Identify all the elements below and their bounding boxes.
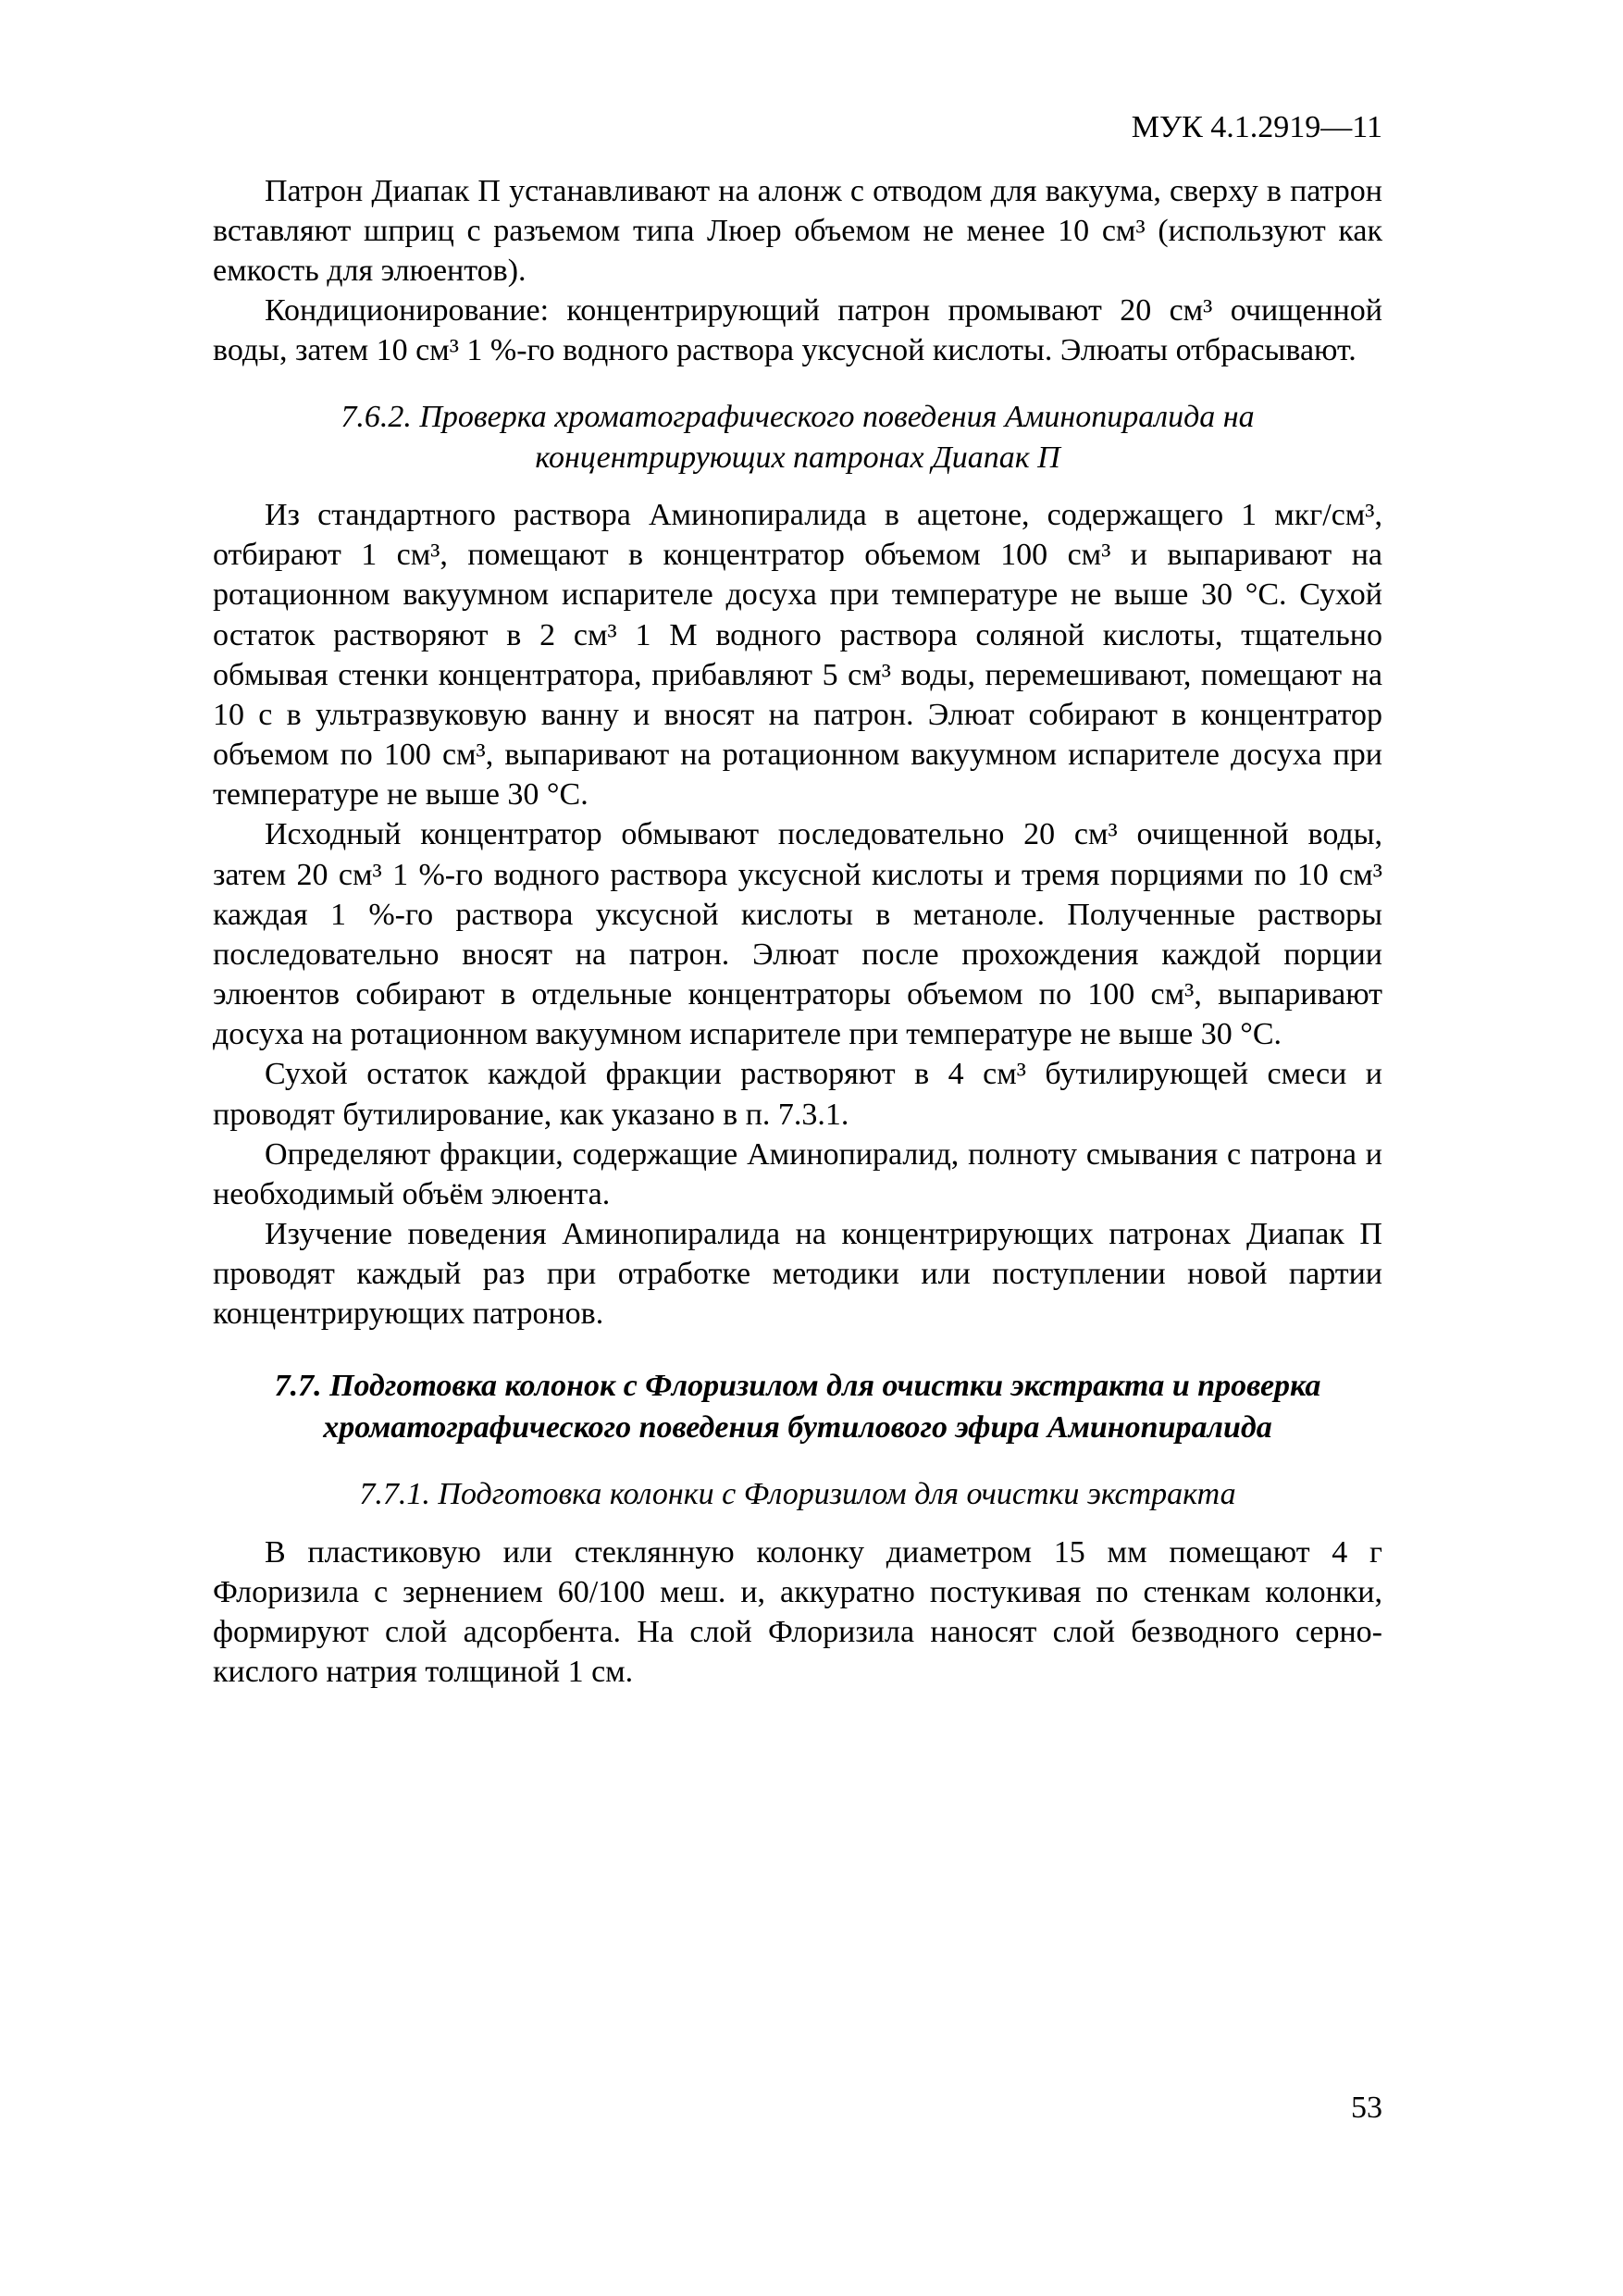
paragraph-fractions: Определяют фракции, содержащие Аминопиралид, полноту смывания с патрона и необходимый объём элюента. bbox=[213, 1136, 1382, 1211]
paragraph-cartridge-setup: Патрон Диапак П устанавливают на алонж с отводом для вакуума, сверху в патрон вставляют шприц с разъемом типа Люер объемом не менее 10 см³ (используют как емкость для элюентов). bbox=[213, 173, 1382, 289]
paragraph-conditioning: Кондиционирование: концентрирующий патрон промывают 20 см³ очищенной воды, затем 10 см³ 1 %-го водного раствора уксусной кислоты. Элюаты отбрасывают. bbox=[213, 293, 1382, 368]
paragraph-initial-concentrator: Исходный концентратор обмывают последовательно 20 см³ очищенной воды, затем 20 см³ 1 %-го водного раствора уксусной кислоты и тремя порциями по 10 см³ каждая 1 %-го раствора уксусной кислоты в метаноле. Полученные растворы последовательно вносят на патрон. Элюат после прохождения каждой порции элюентов собирают в отдельные концентраторы объемом по 100 см³, выпаривают досуха на ротационном вакуумном испарителе при температуре не выше 30 °С. bbox=[213, 817, 1382, 1052]
paragraph-column-preparation: В пластиковую или стеклянную колонку диаметром 15 мм помещают 4 г Флоризила с зернением 60/100 меш. и, аккуратно постукивая по стенкам колонки, формируют слой адсорбента. На слой Флоризила наносят слой безводного серно-кислого натрия толщиной 1 см. bbox=[213, 1534, 1382, 1690]
heading-7-7: 7.7. Подготовка колонок с Флоризилом для очистки экстракта и проверка хроматографического поведения бутилового эфира Аминопиралида bbox=[274, 1368, 1321, 1445]
doc-number: МУК 4.1.2919—11 bbox=[1131, 110, 1382, 144]
heading-7-6-2: 7.6.2. Проверка хроматографического поведения Аминопиралида на концентрирующих патронах Диапак П bbox=[341, 399, 1255, 475]
paragraph-behavior-study: Изучение поведения Аминопиралида на концентрирующих патронах Диапак П проводят каждый раз при отработке методики или поступлении новой партии концентрирующих патронов. bbox=[213, 1217, 1382, 1332]
paragraph-dry-residue: Сухой остаток каждой фракции растворяют в 4 см³ бутилирующей смеси и проводят бутилирование, как указано в п. 7.3.1. bbox=[213, 1057, 1382, 1132]
page-number: 53 bbox=[1351, 2091, 1382, 2125]
heading-7-7-1: 7.7.1. Подготовка колонки с Флоризилом для очистки экстракта bbox=[359, 1477, 1236, 1512]
paragraph-standard-solution: Из стандартного раствора Аминопиралида в ацетоне, содержащего 1 мкг/см³, отбирают 1 см³, помещают в концентратор объемом 100 см³ и выпаривают на ротационном вакуумном испарителе досуха при температуре не выше 30 °С. Сухой остаток растворяют в 2 см³ 1 М водного раствора соляной кислоты, тщательно обмывая стенки концентратора, прибавляют 5 см³ воды, перемешивают, помещают на 10 с в ультразвуковую ванну и вносят на патрон. Элюат собирают в концентратор объемом по 100 см³, выпаривают на ротационном вакуумном испарителе досуха при температуре не выше 30 °С. bbox=[213, 498, 1382, 813]
